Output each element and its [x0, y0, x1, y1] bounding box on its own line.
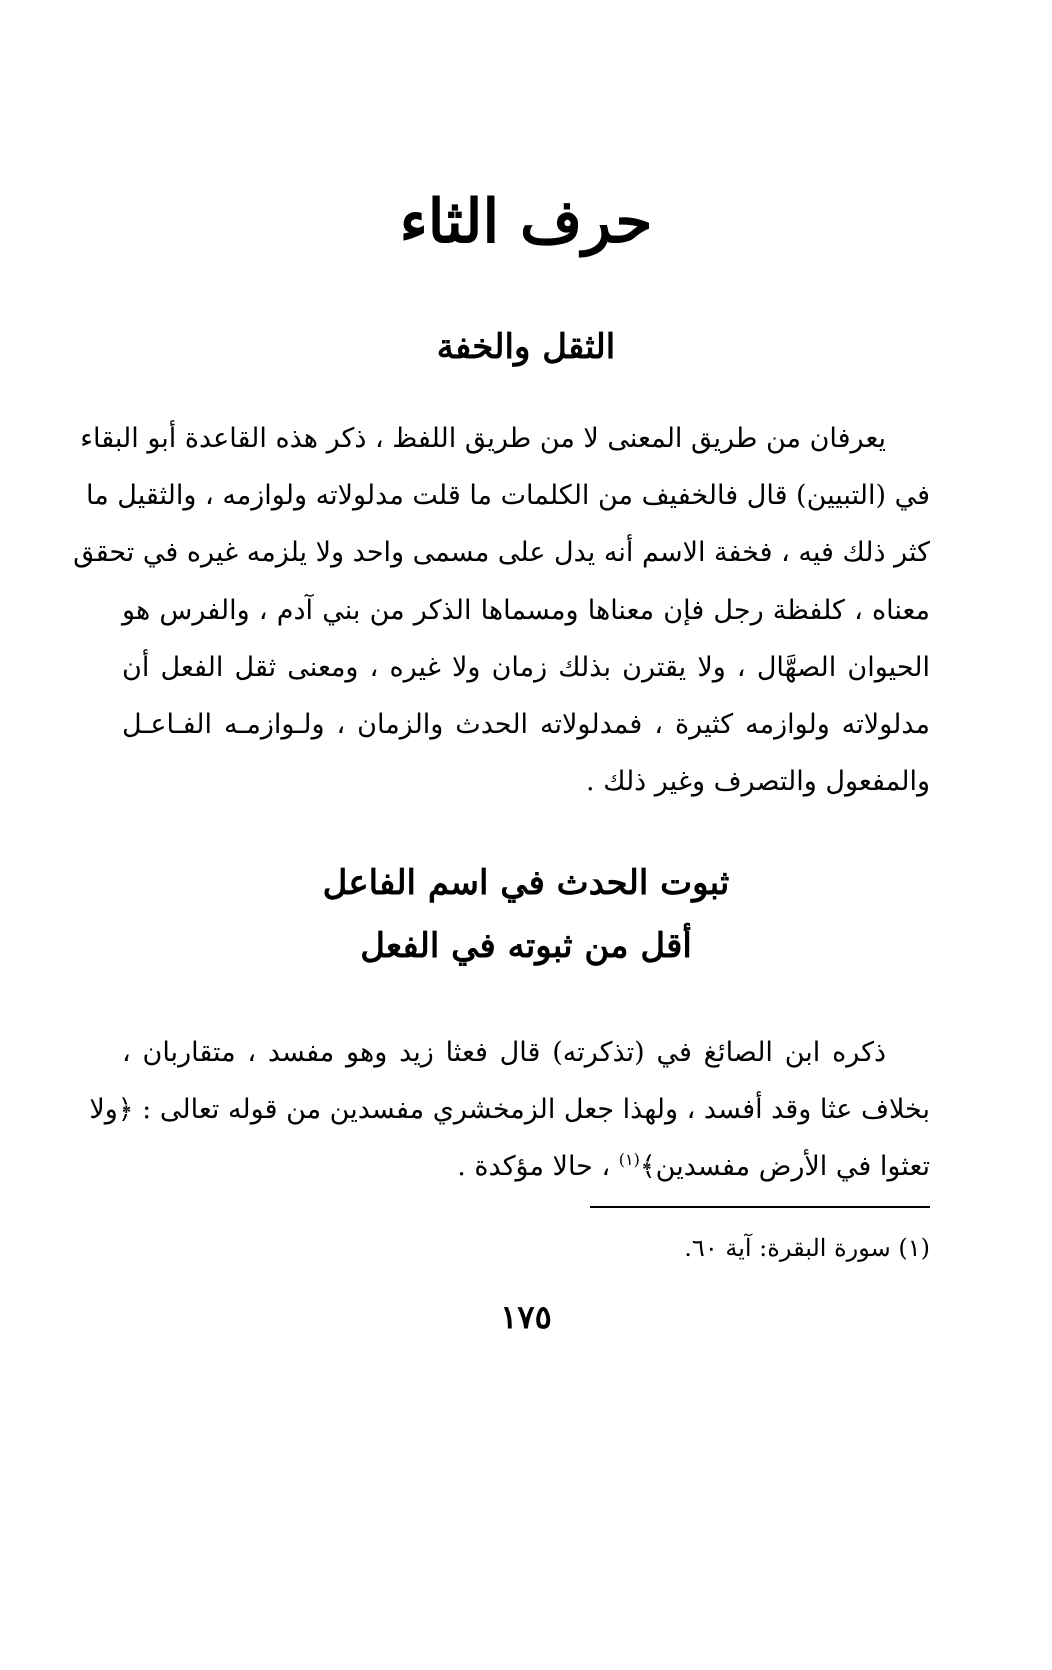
paragraph-line: كثر ذلك فيه ، فخفة الاسم أنه يدل على مسمى واحد ولا يلزمه غيره في تحقق [73, 537, 930, 569]
paragraph-line-tail: ، حالا مؤكدة . [457, 1151, 619, 1183]
section-title-heaviness-lightness: الثقل والخفة [436, 327, 616, 367]
paragraph-line [122, 1138, 930, 1195]
paragraph-line: معناه ، كلفظة رجل فإن معناها ومسماها الذكر من بني آدم ، والفرس هو [122, 594, 930, 626]
section-title-line: ثبوت الحدث في اسم الفاعل [322, 863, 730, 903]
paragraph-line: يعرفان من طريق المعنى لا من طريق اللفظ ، ذكر هذه القاعدة أبو البقاء [80, 423, 886, 454]
quran-quote-end: تعثوا في الأرض مفسدين﴾ [639, 1151, 930, 1183]
paragraph-line: في (التبيين) قال فالخفيف من الكلمات ما قلت مدلولاته ولوازمه ، والثقيل ما [86, 480, 930, 512]
paragraph-line: والمفعول والتصرف وغير ذلك . [586, 766, 930, 798]
section-title-line: أقل من ثبوته في الفعل [360, 925, 692, 966]
page-number: ١٧٥ [500, 1298, 552, 1336]
footnote: (١) سورة البقرة: آية ٦٠. [684, 1234, 930, 1262]
footnote-reference[interactable]: (١) [618, 1150, 640, 1170]
paragraph-line: الحيوان الصهَّال ، ولا يقترن بذلك زمان ولا غيره ، ومعنى ثقل الفعل أن [122, 651, 930, 683]
section-1-paragraph [73, 410, 930, 810]
paragraph-line: بخلاف عثا وقد أفسد ، ولهذا جعل الزمخشري مفسدين من قوله تعالى : ﴿ولا [89, 1094, 930, 1126]
footnote-divider [590, 1206, 930, 1208]
chapter-title: حرف الثاء [399, 187, 653, 257]
section-title-event-in-participle [0, 862, 1052, 987]
section-2-paragraph [89, 1024, 930, 1196]
paragraph-line: ذكره ابن الصائغ في (تذكرته) قال فعثا زيد وهو مفسد ، متقاربان ، [122, 1037, 886, 1068]
paragraph-line: مدلولاته ولوازمه كثيرة ، فمدلولاته الحدث والزمان ، ولـوازمـه الفـاعـل [122, 709, 930, 741]
